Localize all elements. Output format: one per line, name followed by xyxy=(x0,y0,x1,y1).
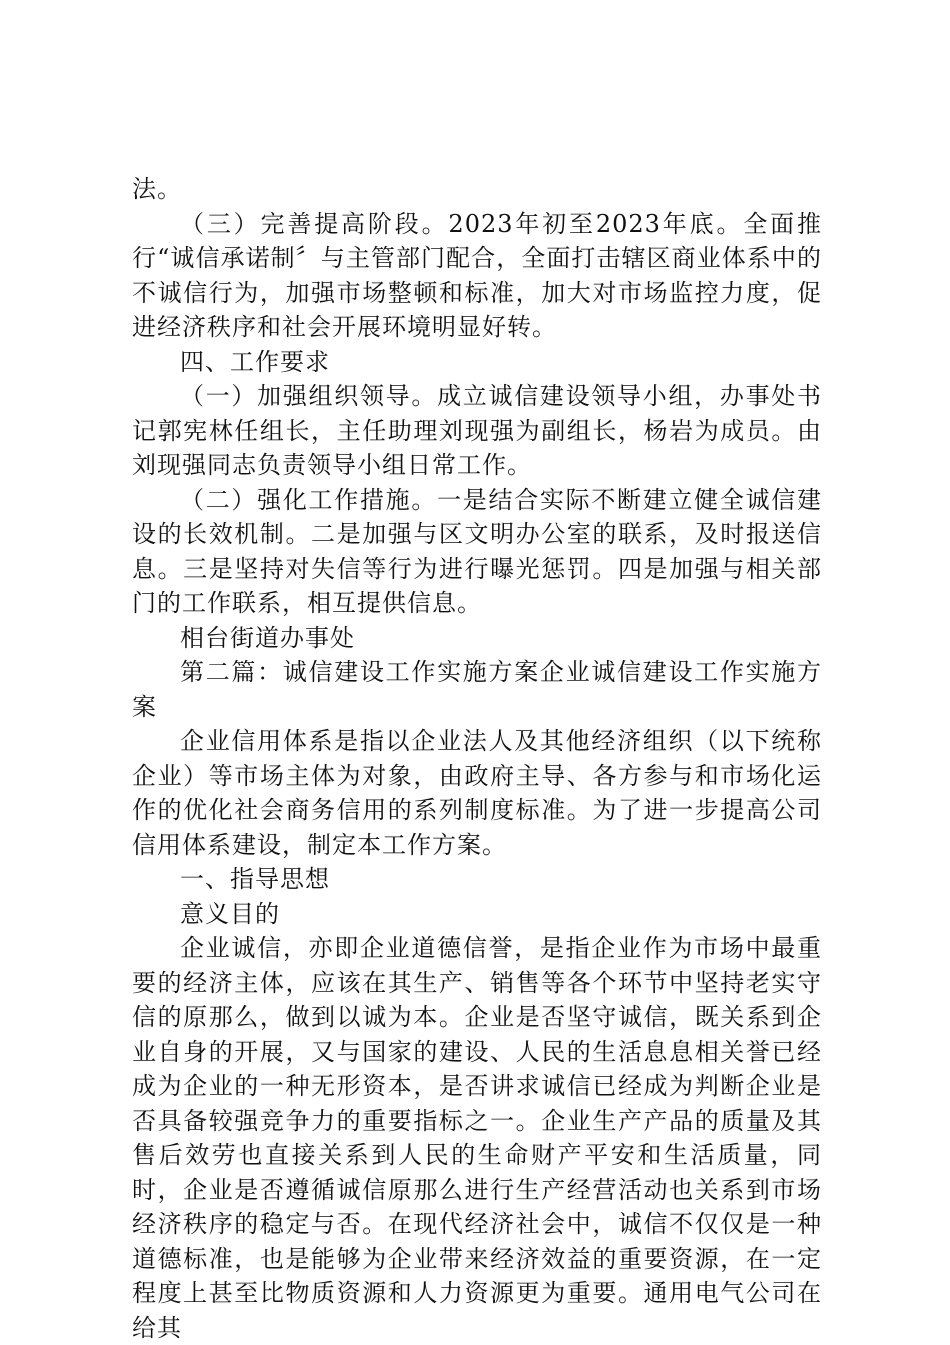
subheading-purpose: 意义目的 xyxy=(180,899,280,928)
paragraph-credit-system: 企业信用体系是指以企业法人及其他经济组织（以下统称企业）等市场主体为对象，由政府主导、各方参与和市场化运作的优化社会商务信用的系列制度标准。为了进一步提高公司信用体系建设，制定本工作方案。 xyxy=(132,727,822,859)
paragraph-stage-three: （三）完善提高阶段。2023年初至2023年底。全面推行“诚信承诺制〞与主管部门配合，全面打击辖区商业体系中的不诚信行为，加强市场整顿和标准，加大对市场监控力度，促进经济秩序和社会开展环境明显好转。 xyxy=(132,209,822,341)
chapter-title-part-two: 第二篇：诚信建设工作实施方案企业诚信建设工作实施方案 xyxy=(132,658,822,721)
document-body xyxy=(132,172,822,1345)
section-heading-work-requirements: 四、工作要求 xyxy=(180,347,330,376)
signature-office: 相台街道办事处 xyxy=(180,623,355,652)
paragraph-enterprise-integrity: 企业诚信，亦即企业道德信誉，是指企业作为市场中最重要的经济主体，应该在其生产、销售等各个环节中坚持老实守信的原那么，做到以诚为本。企业是否坚守诚信，既关系到企业自身的开展，又与国家的建设、人民的生活息息相关誉已经成为企业的一种无形资本，是否讲求诚信已经成为判断企业是否具备较强竞争力的重要指标之一。企业生产产品的质量及其售后效劳也直接关系到人民的生命财产平安和生活质量，同时，企业是否遵循诚信原那么进行生产经营活动也关系到市场经济秩序的稳定与否。在现代经济社会中，诚信不仅仅是一种道德标准，也是能够为企业带来经济效益的重要资源，在一定程度上甚至比物质资源和人力资源更为重要。通用电气公司在给其 xyxy=(132,934,822,1342)
section-heading-guiding-ideology: 一、指导思想 xyxy=(180,865,330,893)
paragraph-continuation: 法。 xyxy=(132,175,182,203)
paragraph-organization-leadership: （一）加强组织领导。成立诚信建设领导小组，办事处书记郭宪林任组长，主任助理刘现强为副组长，杨岩为成员。由刘现强同志负责领导小组日常工作。 xyxy=(132,382,822,479)
paragraph-work-measures: （二）强化工作措施。一是结合实际不断建立健全诚信建设的长效机制。二是加强与区文明办公室的联系，及时报送信息。三是坚持对失信等行为进行曝光惩罚。四是加强与相关部门的工作联系，相互提供信息。 xyxy=(132,485,822,617)
